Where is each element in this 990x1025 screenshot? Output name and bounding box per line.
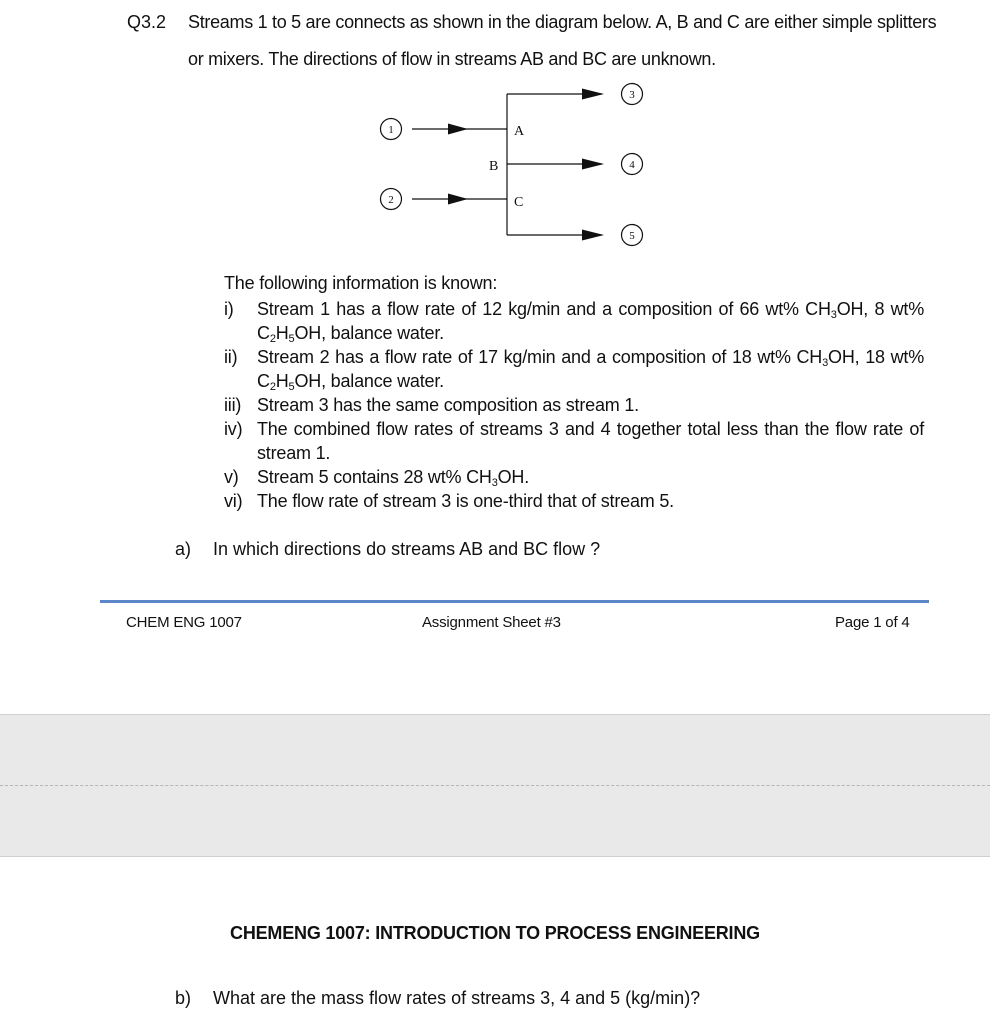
info-item (224, 393, 924, 417)
stream-2-label: 2 (388, 194, 394, 206)
info-item-text: Stream 3 has the same composition as stream 1. (257, 395, 639, 415)
node-a-label: A (514, 124, 525, 139)
info-item-text: OH, 8 wt% C (257, 299, 925, 343)
question-a-text: In which directions do streams AB and BC flow ? (213, 539, 601, 559)
info-item-text: H (275, 323, 289, 343)
info-item-marker: iv) (224, 419, 243, 439)
info-item-marker: iii) (224, 395, 242, 415)
info-item-text: Stream 1 has a flow rate of 12 kg/min and a composition of 66 wt% CH (257, 299, 831, 319)
info-item-marker: ii) (224, 347, 238, 367)
footer-title: Assignment Sheet #3 (422, 614, 561, 631)
info-item-text: Stream 2 has a flow rate of 17 kg/min and a composition of 18 wt% CH (257, 347, 823, 367)
info-item-subscript: 5 (288, 381, 295, 393)
question-a-label: a) (175, 539, 192, 559)
question-text-line-1: Streams 1 to 5 are connects as shown in the diagram below. A, B and C are either simple splitters (188, 12, 937, 32)
info-item-text: The flow rate of stream 3 is one-third that of stream 5. (257, 491, 674, 511)
page-break-separator (0, 785, 990, 786)
stream-5-label: 5 (629, 230, 635, 242)
info-item-subscript: 3 (830, 309, 837, 321)
info-item-text: OH. (497, 467, 530, 487)
footer-rule (100, 600, 929, 603)
stream-4-arrow-icon (582, 159, 604, 170)
stream-3-label: 3 (629, 89, 635, 101)
page-2 (0, 856, 990, 1025)
info-item-text: The combined flow rates of streams 3 and 4 together total less than the flow rate of stream 1. (257, 419, 924, 463)
info-item-marker: i) (224, 299, 234, 319)
info-item (224, 345, 924, 393)
question-number: Q3.2 (127, 12, 167, 32)
question-b-text: What are the mass flow rates of streams 3, 4 and 5 (kg/min)? (213, 988, 701, 1008)
footer-page-number: Page 1 of 4 (835, 614, 910, 631)
stream-3-arrow-icon (582, 89, 604, 100)
stream-5-arrow-icon (582, 230, 604, 241)
stream-4-label: 4 (629, 159, 635, 171)
info-item-text: OH, 18 wt% C (257, 347, 925, 391)
info-item (224, 489, 924, 513)
stream-diagram (370, 80, 660, 250)
info-item-subscript: 5 (288, 333, 295, 345)
info-item-marker: v) (224, 467, 239, 487)
page-heading: CHEMENG 1007: INTRODUCTION TO PROCESS ENGINEERING (230, 923, 760, 943)
info-item-text: Stream 5 contains 28 wt% CH (257, 467, 492, 487)
stream-1-arrow-icon (448, 124, 468, 135)
footer-course: CHEM ENG 1007 (126, 614, 242, 631)
stream-2-arrow-icon (448, 194, 468, 205)
info-item-text: H (275, 371, 289, 391)
node-c-label: C (514, 195, 524, 210)
info-item (224, 465, 924, 489)
info-item (224, 417, 924, 465)
info-item-subscript: 3 (822, 357, 829, 369)
info-item (224, 297, 924, 345)
stream-1-label: 1 (388, 124, 394, 136)
question-text-line-2: or mixers. The directions of flow in streams AB and BC are unknown. (188, 49, 716, 69)
info-intro: The following information is known: (224, 273, 498, 293)
known-information-list (224, 297, 924, 513)
info-item-subscript: 3 (491, 477, 498, 489)
info-item-text: OH, balance water. (294, 323, 444, 343)
info-item-subscript: 2 (269, 333, 276, 345)
info-item-subscript: 2 (269, 381, 276, 393)
question-b-label: b) (175, 988, 192, 1008)
info-item-text: OH, balance water. (294, 371, 444, 391)
node-b-label: B (489, 159, 499, 174)
info-item-marker: vi) (224, 491, 243, 511)
